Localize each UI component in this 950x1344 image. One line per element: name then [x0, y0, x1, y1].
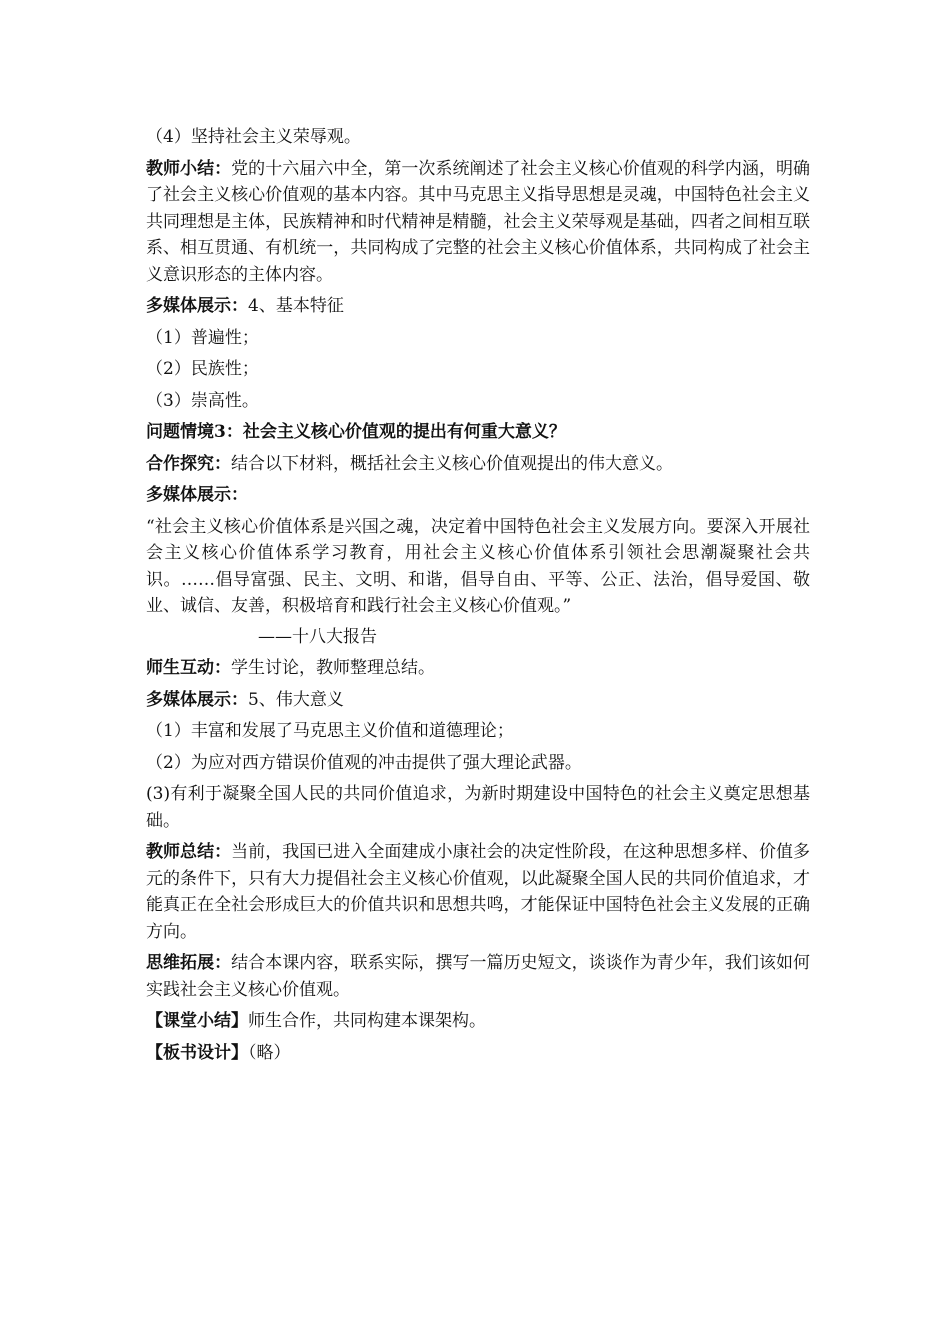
multimedia-label: 多媒体展示：	[146, 296, 248, 316]
thinking-extension-text: 结合本课内容，联系实际，撰写一篇历史短文，谈谈作为青少年，我们该如何实践社会主义核心价值观。	[146, 953, 811, 1000]
cooperative-inquiry-text: 结合以下材料，概括社会主义核心价值观提出的伟大意义。	[231, 453, 673, 474]
interaction-paragraph	[146, 655, 810, 682]
thinking-extension-label: 思维拓展：	[146, 953, 232, 973]
multimedia-text-3: 5、伟大意义	[248, 689, 344, 710]
significance-1: （1）丰富和发展了马克思主义价值和道德理论；	[146, 721, 514, 741]
feature-2: （2）民族性；	[146, 359, 259, 379]
multimedia-label-3: 多媒体展示：	[146, 689, 248, 710]
multimedia-text: 4、基本特征	[248, 296, 344, 316]
teacher-summary-label: 教师小结：	[146, 158, 232, 179]
cooperative-inquiry-label: 合作探究：	[146, 453, 231, 474]
teacher-conclusion-paragraph	[146, 839, 810, 945]
interaction-text: 学生讨论，教师整理总结。	[231, 658, 435, 678]
multimedia-significance-heading	[146, 687, 810, 714]
board-design-paragraph	[146, 1040, 810, 1067]
multimedia-features-heading	[146, 293, 810, 320]
multimedia-label-2: 多媒体展示：	[146, 485, 248, 505]
feature-3: （3）崇高性。	[146, 390, 259, 411]
question-3: 问题情境3：社会主义核心价值观的提出有何重大意义？	[146, 422, 566, 442]
significance-2: （2）为应对西方错误价值观的冲击提供了强大理论武器。	[146, 752, 582, 773]
board-design-text: （略）	[248, 1042, 291, 1063]
feature-1: （1）普遍性；	[146, 327, 259, 348]
teacher-conclusion-label: 教师总结：	[146, 842, 232, 862]
quote-paragraph: “社会主义核心价值体系是兴国之魂，决定着中国特色社会主义发展方向。要深入开展社会主义核心价值体系学习教育，用社会主义核心价值体系引领社会思潮凝聚社会共识。……倡导富强、民主、文明、和谐，倡导自由、平等、公正、法治，倡导爱国、敬业、诚信、友善，积极培育和践行社会主义核心价值观。”	[146, 516, 810, 616]
cooperative-inquiry-paragraph	[146, 451, 810, 478]
document-page	[146, 124, 810, 1071]
class-summary-text: 师生合作，共同构建本课架构。	[248, 1011, 486, 1031]
class-summary-label: 【课堂小结】	[146, 1011, 248, 1031]
class-summary-paragraph	[146, 1008, 810, 1035]
teacher-conclusion-text: 当前，我国已进入全面建成小康社会的决定性阶段，在这种思想多样、价值多元的条件下，只有大力提倡社会主义核心价值观，以此凝聚全国人民的共同价值追求，才能真正在全社会形成巨大的价值共识和思想共鸣，才能保证中国特色社会主义发展的正确方向。	[146, 842, 811, 942]
board-design-label: 【板书设计】	[146, 1042, 248, 1063]
multimedia-heading-2	[146, 482, 810, 509]
item-4: （4）坚持社会主义荣辱观。	[146, 127, 361, 147]
teacher-summary-paragraph	[146, 156, 810, 289]
interaction-label: 师生互动：	[146, 658, 231, 678]
thinking-extension-paragraph	[146, 950, 810, 1003]
quote-source: ——十八大报告	[258, 626, 377, 647]
teacher-summary-text: 党的十六届六中全，第一次系统阐述了社会主义核心价值观的科学内涵，明确了社会主义核心价值观的基本内容。其中马克思主义指导思想是灵魂，中国特色社会主义共同理想是主体，民族精神和时代精神是精髓，社会主义荣辱观是基础，四者之间相互联系、相互贯通、有机统一，共同构成了完整的社会主义核心价值体系，共同构成了社会主义意识形态的主体内容。	[146, 158, 811, 285]
significance-3: (3)有利于凝聚全国人民的共同价值追求，为新时期建设中国特色的社会主义奠定思想基础。	[146, 784, 810, 831]
